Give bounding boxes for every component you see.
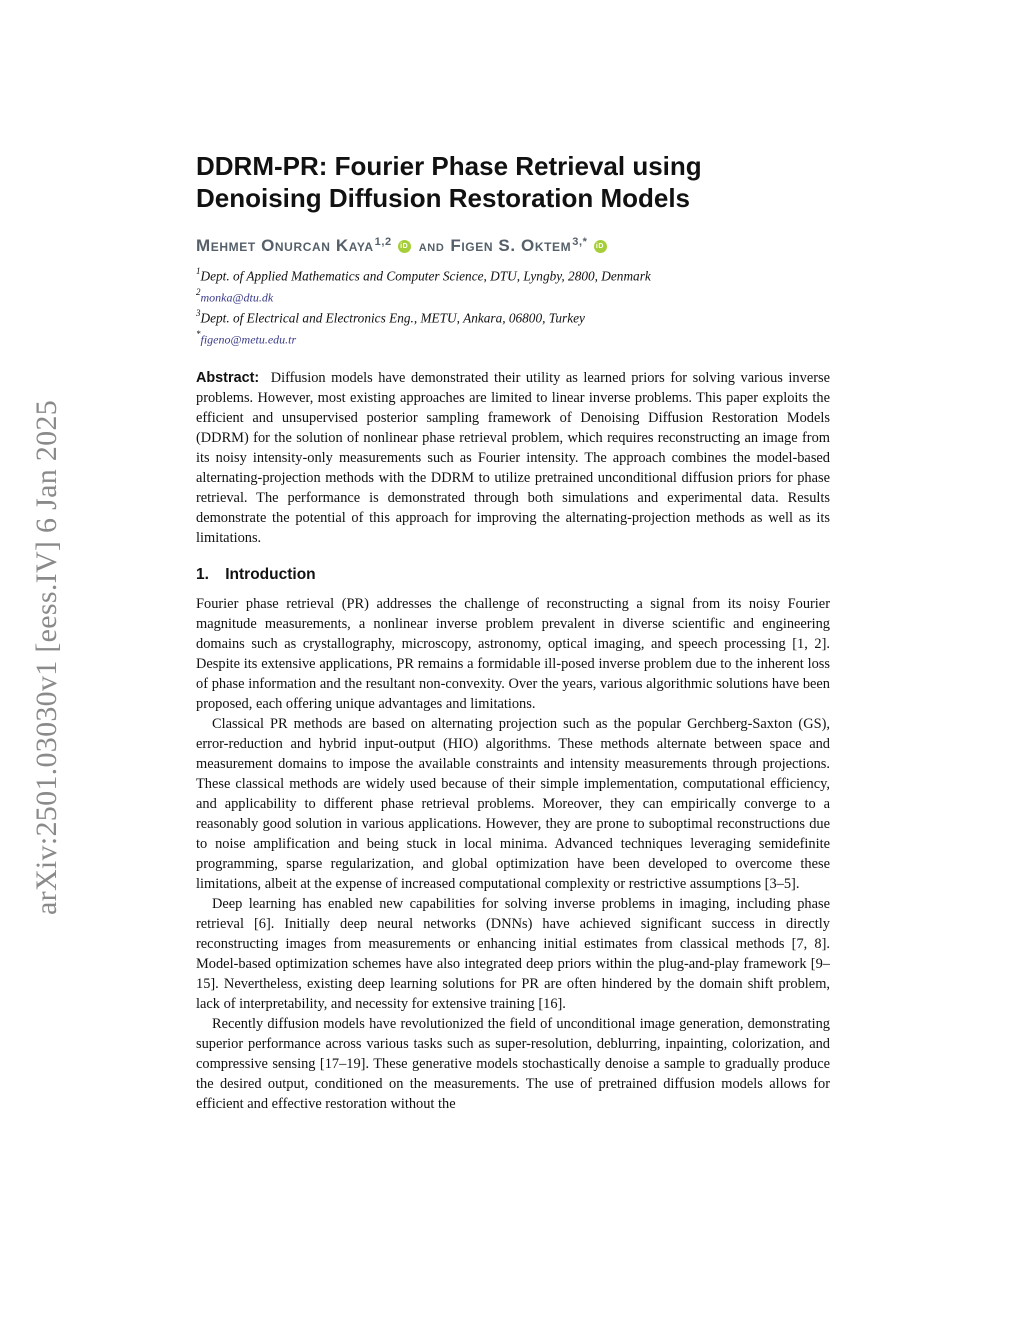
body-paragraph: Classical PR methods are based on alternating projection such as the popular Gerchberg-Saxton (GS), error-reduction and hybrid input-output (HIO) algorithms. These methods alternate between space and measurement domains to impose the available constraints and intensity measurements through projections. These classical methods are widely used because of their simple implementation, computational efficiency, and applicability to different phase retrieval problems. Moreover, they can empirically converge to a reasonably good solution in various applications. However, they are prone to suboptimal reconstructions due to noise amplification and being stuck in local minima. Advanced techniques leveraging semidefinite programming, sparse regularization, and global optimization have been developed to overcome these limitations, albeit at the expense of increased computational complexity or restrictive assumptions [3–5].: [196, 715, 830, 892]
author-conjunction: and: [418, 237, 445, 255]
orcid-icon[interactable]: iD: [398, 240, 411, 253]
abstract-label: Abstract:: [196, 369, 260, 386]
arxiv-side-stamp: [22, 370, 72, 945]
affiliation-marker: 2: [196, 286, 201, 297]
author-name: Figen S. Oktem: [450, 236, 572, 255]
affiliation-line: [196, 264, 830, 285]
title-line-2: Denoising Diffusion Restoration Models: [196, 183, 691, 213]
section-title: Introduction: [225, 565, 316, 583]
page-content: [196, 150, 830, 1114]
author-affiliation-marker: 1,2: [374, 236, 392, 248]
affiliation-text: Dept. of Applied Mathematics and Computer Science, DTU, Lyngby, 2800, Denmark: [200, 268, 651, 284]
author-list: [196, 236, 830, 256]
affiliation-list: [196, 264, 830, 348]
author-name: Mehmet Onurcan Kaya: [196, 236, 374, 255]
affiliation-email[interactable]: [196, 327, 830, 348]
affiliation-marker: *: [196, 328, 201, 339]
title-line-1: DDRM-PR: Fourier Phase Retrieval using: [196, 151, 702, 181]
author-affiliation-marker: 3,*: [572, 236, 588, 248]
arxiv-identifier: arXiv:2501.03030v1 [eess.IV] 6 Jan 2025: [30, 400, 63, 915]
affiliation-marker: 1: [196, 266, 201, 276]
email-link[interactable]: figeno@metu.edu.tr: [200, 332, 297, 347]
body-paragraph: Fourier phase retrieval (PR) addresses the challenge of reconstructing a signal from its noisy Fourier magnitude measurements, a nonlinear inverse problem prevalent in diverse scientific and engineering domains such as crystallography, microscopy, astronomy, optical imaging, and speech processing [1, 2]. Despite its extensive applications, PR remains a formidable ill-posed inverse problem due to the inherent loss of phase information and the resultant non-convexity. Over the years, various algorithmic solutions have been proposed, each offering unique advantages and limitations.: [196, 595, 830, 712]
affiliation-email[interactable]: [196, 285, 830, 306]
affiliation-marker: 3: [196, 307, 201, 318]
section-number: 1.: [196, 565, 209, 583]
section-body: [196, 594, 830, 1114]
affiliation-text: Dept. of Electrical and Electronics Eng., METU, Ankara, 06800, Turkey: [200, 310, 585, 326]
paper-title: [196, 150, 830, 214]
section-heading: [196, 566, 830, 584]
body-paragraph: Recently diffusion models have revolutionized the field of unconditional image generation, demonstrating superior performance across various tasks such as super-resolution, deblurring, inpainting, colorization, and compressive sensing [17–19]. These generative models stochastically denoise a sample to gradually produce the desired output, conditioned on the measurements. The use of pretrained diffusion models allows for efficient and effective restoration without the: [196, 1015, 830, 1112]
orcid-icon[interactable]: iD: [594, 240, 607, 253]
abstract: [196, 368, 830, 548]
email-link[interactable]: monka@dtu.dk: [200, 290, 274, 305]
body-paragraph: Deep learning has enabled new capabilities for solving inverse problems in imaging, including phase retrieval [6]. Initially deep neural networks (DNNs) have achieved significant success in directly reconstructing images from measurements or enhancing initial estimates from classical methods [7, 8]. Model-based optimization schemes have also integrated deep priors within the plug-and-play framework [9–15]. Nevertheless, existing deep learning solutions for PR are often hindered by the domain shift problem, lack of interpretability, and necessity for extensive training [16].: [196, 895, 830, 1012]
abstract-text: Diffusion models have demonstrated their utility as learned priors for solving various inverse problems. However, most existing approaches are limited to linear inverse problems. This paper exploits the efficient and unsupervised posterior sampling framework of Denoising Diffusion Restoration Models (DDRM) for the solution of nonlinear phase retrieval problem, which requires reconstructing an image from its noisy intensity-only measurements such as Fourier intensity. The approach combines the model-based alternating-projection methods with the DDRM to utilize pretrained unconditional diffusion priors for phase retrieval. The performance is demonstrated through both simulations and experimental data. Results demonstrate the potential of this approach for improving the alternating-projection methods as well as its limitations.: [196, 369, 830, 546]
affiliation-line: [196, 306, 830, 327]
